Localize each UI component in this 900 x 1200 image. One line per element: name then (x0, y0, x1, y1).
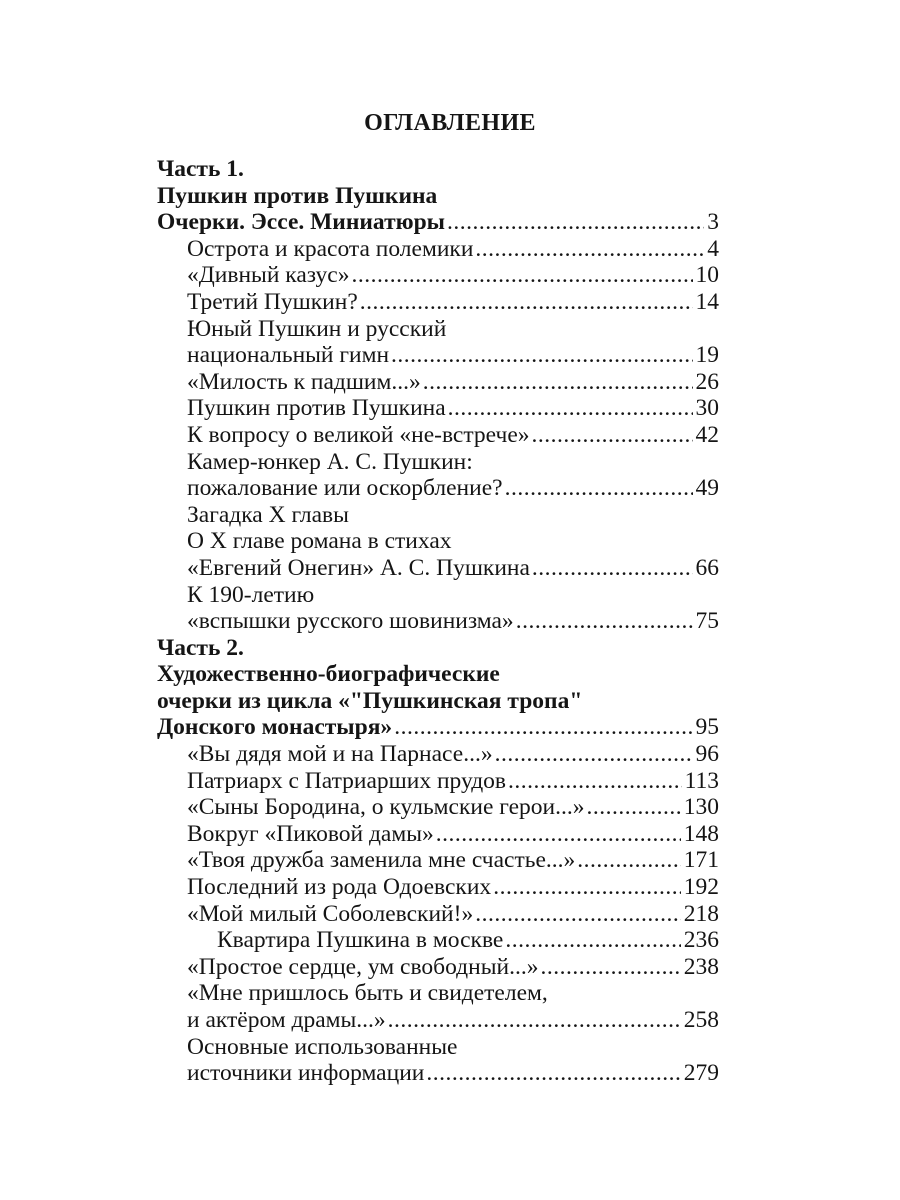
toc-entry-title: Основные использованные (187, 1033, 458, 1060)
toc-entry-page-number: 236 (683, 927, 719, 954)
toc-entry (157, 316, 719, 343)
toc-entry-title: «Вы дядя мой и на Парнасе...» (187, 741, 493, 768)
dot-leader (448, 395, 693, 422)
toc-entry-page-number: 14 (695, 288, 719, 315)
table-of-contents (157, 156, 719, 1087)
toc-entry (157, 954, 719, 981)
dot-leader (391, 342, 692, 369)
dot-leader (423, 369, 693, 396)
dot-leader (587, 794, 681, 821)
toc-entry-title: «Дивный казус» (187, 262, 350, 289)
toc-entry-title: «Евгений Онегин» А. С. Пушкина (187, 554, 530, 581)
toc-entry-title: К 190-летию (187, 581, 315, 608)
dot-leader (475, 236, 704, 263)
toc-entry-title: Пушкин против Пушкина (157, 182, 438, 209)
toc-entry-title: Часть 2. (157, 634, 244, 661)
dot-leader (532, 422, 693, 449)
toc-entry (157, 209, 719, 236)
toc-entry (157, 183, 719, 210)
toc-entry-title: «Мой милый Соболевский!» (187, 900, 474, 927)
toc-entry-title: Острота и красота полемики (187, 235, 474, 262)
toc-entry-page-number: 3 (707, 209, 719, 236)
toc-entry (157, 369, 719, 396)
toc-entry-title: и актёром драмы...» (187, 1007, 386, 1033)
toc-entry-page-number: 96 (695, 741, 719, 768)
toc-entry-page-number: 42 (695, 421, 719, 448)
dot-leader (351, 262, 692, 289)
toc-entry (157, 688, 719, 715)
toc-entry (157, 1060, 719, 1087)
dot-leader (436, 821, 681, 848)
toc-entry-title: Загадка X главы (187, 501, 349, 528)
toc-entry (157, 555, 719, 582)
toc-entry-title: «Простое сердце, ум свободный...» (187, 953, 539, 980)
dot-leader (577, 847, 680, 874)
dot-leader (475, 901, 681, 928)
toc-entry-title: очерки из цикла «"Пушкинская тропа" (157, 687, 583, 714)
toc-entry-page-number: 148 (683, 820, 719, 847)
toc-entry (157, 661, 719, 688)
toc-entry-page-number: 95 (695, 714, 719, 741)
toc-entry (157, 821, 719, 848)
toc-entry-title: Третий Пушкин? (187, 288, 358, 315)
toc-entry-page-number: 10 (695, 262, 719, 289)
toc-entry (157, 794, 719, 821)
dot-leader (388, 1007, 681, 1034)
dot-leader (447, 209, 704, 236)
dot-leader (532, 555, 693, 582)
toc-entry-page-number: 66 (695, 554, 719, 581)
toc-entry (157, 608, 719, 635)
dot-leader (426, 1060, 680, 1087)
toc-entry (157, 1007, 719, 1034)
toc-entry-title: Камер-юнкер А. С. Пушкин: (187, 448, 473, 475)
toc-entry (157, 528, 719, 555)
toc-entry-title: Квартира Пушкина в москве (217, 927, 504, 954)
dot-leader (493, 874, 681, 901)
toc-entry-title: Патриарх с Патриарших прудов (187, 767, 507, 794)
toc-entry-title: «Мне пришлось быть и свидетелем, (187, 980, 548, 1007)
toc-entry-title: Вокруг «Пиковой дамы» (187, 820, 434, 847)
toc-entry-title: Последний из рода Одоевских (187, 874, 492, 901)
dot-leader (505, 475, 693, 502)
toc-entry-page-number: 192 (683, 874, 719, 901)
toc-entry-title: «вспышки русского шовинизма» (187, 608, 514, 635)
toc-entry-title: «Милость к падшим...» (187, 368, 421, 395)
toc-entry (157, 502, 719, 529)
toc-entry (157, 901, 719, 928)
toc-entry-page-number: 258 (683, 1007, 719, 1033)
dot-leader (505, 927, 680, 954)
toc-entry-page-number: 49 (695, 475, 719, 502)
toc-entry-page-number: 19 (695, 342, 719, 369)
toc-entry-page-number: 4 (707, 235, 719, 262)
toc-entry-title: Часть 1. (157, 156, 244, 182)
toc-entry-title: источники информации (187, 1060, 425, 1087)
toc-entry-page-number: 30 (695, 395, 719, 422)
toc-entry-page-number: 279 (683, 1060, 719, 1087)
toc-entry (157, 714, 719, 741)
toc-entry (157, 980, 719, 1007)
toc-entry-title: О X главе романа в стихах (187, 528, 452, 555)
toc-entry-title: Донского монастыря» (157, 714, 393, 741)
dot-leader (540, 954, 680, 981)
toc-entry (157, 874, 719, 901)
toc-entry-title: пожалование или оскорбление? (187, 475, 503, 502)
toc-entry (157, 262, 719, 289)
toc-entry-title: Пушкин против Пушкина (187, 395, 446, 422)
toc-entry (157, 342, 719, 369)
dot-leader (508, 768, 682, 795)
toc-entry-title: национальный гимн (187, 342, 390, 369)
toc-entry (157, 236, 719, 263)
toc-entry (157, 156, 719, 183)
toc-entry-title: «Твоя дружба заменила мне счастье...» (187, 847, 576, 874)
toc-entry-page-number: 75 (695, 608, 719, 635)
toc-entry-page-number: 218 (683, 900, 719, 927)
toc-entry-page-number: 171 (683, 847, 719, 874)
toc-entry (157, 289, 719, 316)
toc-entry (157, 1034, 719, 1061)
toc-entry (157, 635, 719, 662)
toc-entry-page-number: 26 (695, 368, 719, 395)
toc-entry (157, 422, 719, 449)
toc-entry-page-number: 238 (683, 953, 719, 980)
toc-entry-title: Юный Пушкин и русский (187, 315, 447, 342)
toc-entry (157, 927, 719, 954)
toc-entry (157, 475, 719, 502)
toc-entry-title: К вопросу о великой «не-встрече» (187, 421, 530, 448)
toc-entry-page-number: 113 (684, 767, 719, 794)
toc-entry (157, 395, 719, 422)
page-title: ОГЛАВЛЕНИЕ (364, 110, 536, 136)
dot-leader (516, 608, 693, 635)
toc-entry (157, 582, 719, 609)
dot-leader (495, 741, 693, 768)
toc-entry-page-number: 130 (683, 794, 719, 821)
toc-entry (157, 741, 719, 768)
dot-leader (394, 714, 692, 741)
dot-leader (360, 289, 693, 316)
toc-entry (157, 768, 719, 795)
toc-entry (157, 449, 719, 476)
toc-entry-title: Очерки. Эссе. Миниатюры (157, 209, 445, 236)
toc-entry-title: «Сыны Бородина, о кульмские герои...» (187, 794, 585, 821)
toc-entry-title: Художественно-биографические (157, 661, 500, 688)
toc-entry (157, 847, 719, 874)
